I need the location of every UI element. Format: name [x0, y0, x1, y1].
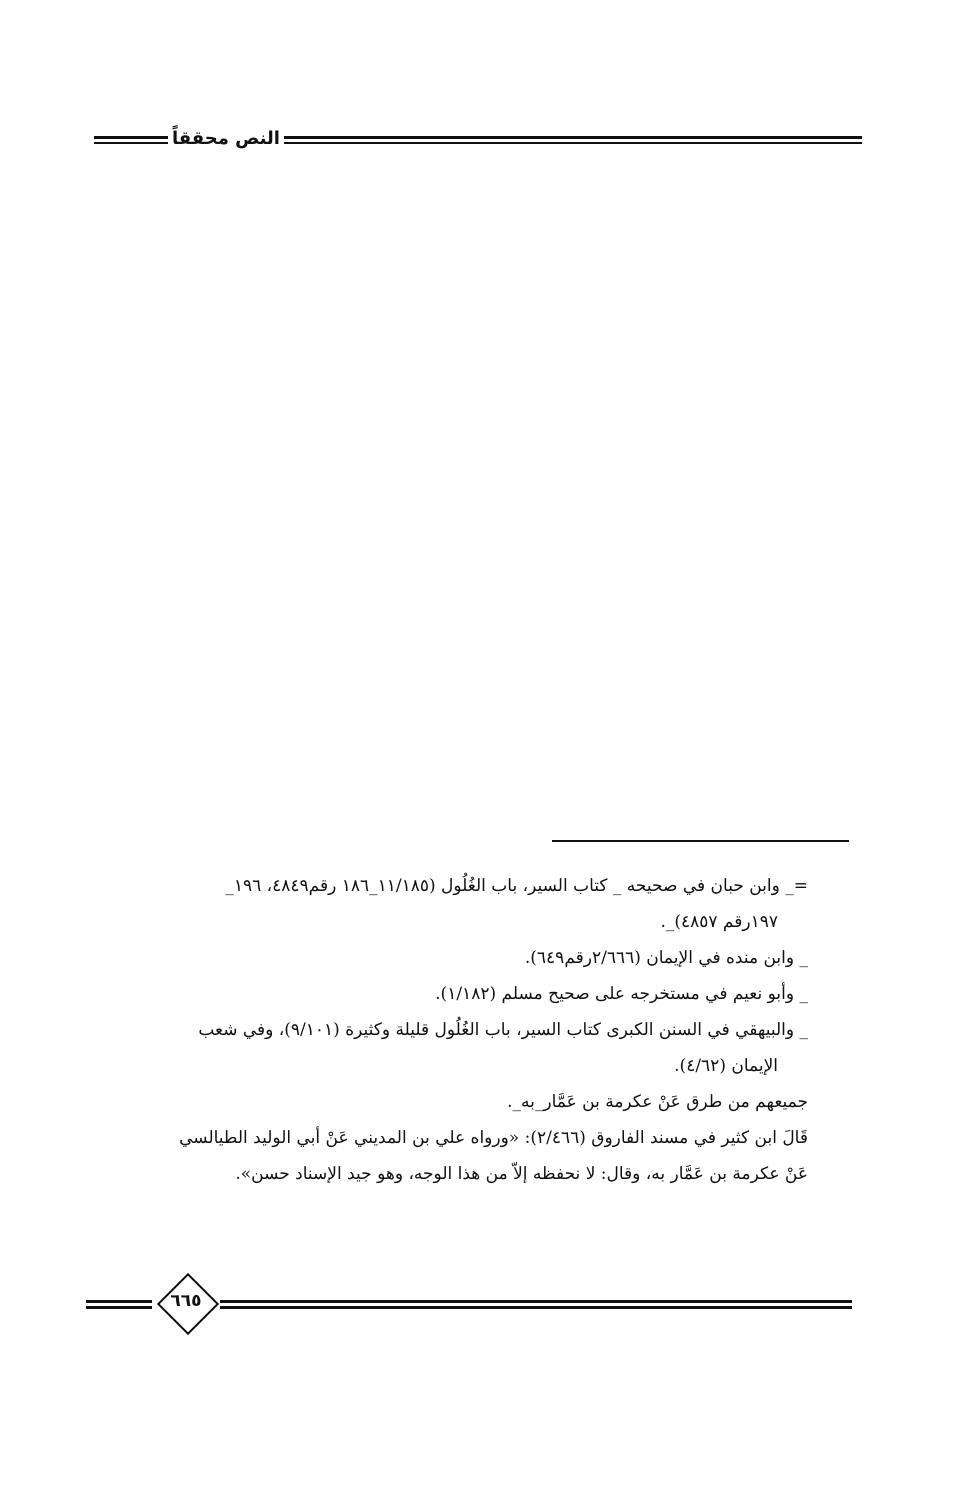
page-number-diamond	[158, 1274, 214, 1330]
header-title: النص محققاً	[172, 128, 280, 149]
footnote-line: ١٩٧رقم ٤٨٥٧)_.	[660, 912, 778, 932]
footnote-line: _ وابن منده في الإيمان (٢/٦٦٦رقم٦٤٩).	[524, 948, 808, 968]
footnote-line: =_ وابن حبان في صحيحه _ كتاب السير، باب الغُلُول (١١/١٨٥_١٨٦ رقم٤٨٤٩، ١٩٦_	[225, 876, 808, 896]
footnote-line: _ والبيهقي في السنن الكبرى كتاب السير، باب الغُلُول قليلة وكثيرة (٩/١٠١)، وفي شعب	[198, 1020, 808, 1040]
running-header	[88, 122, 864, 162]
footnotes-block	[90, 868, 808, 1192]
page-footer	[86, 1270, 852, 1342]
footer-rule-right	[220, 1300, 852, 1309]
footer-rule-left	[86, 1300, 152, 1309]
header-rule-right	[284, 136, 862, 144]
footnote-line: الإيمان (٤/٦٢).	[674, 1056, 778, 1076]
footnote-separator	[552, 840, 849, 842]
footnote-line: عَنْ عكرمة بن عَمَّار به، وقال: لا نحفظه إلاّ من هذا الوجه، وهو جيد الإسناد حسن».	[235, 1164, 808, 1184]
page-number: ٦٦٥	[170, 1291, 202, 1311]
footnote-line: قَالَ ابن كثير في مسند الفاروق (٢/٤٦٦): «ورواه علي بن المديني عَنْ أبي الوليد الطيالسي	[179, 1128, 808, 1148]
header-rule-left	[94, 136, 168, 144]
footnote-line: جميعهم من طرق عَنْ عكرمة بن عَمَّار_به_.	[507, 1092, 808, 1112]
footnote-line: _ وأبو نعيم في مستخرجه على صحيح مسلم (١/١٨٢).	[435, 984, 808, 1004]
